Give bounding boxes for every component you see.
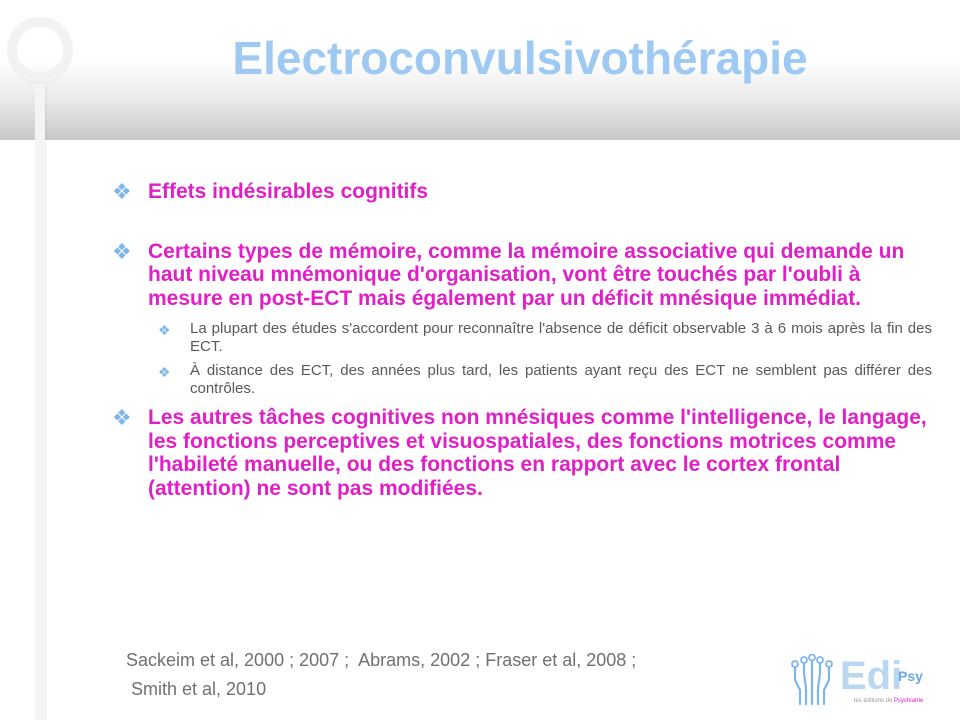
bullet-text: Les autres tâches cognitives non mnésiques comme l'intelligence, le langage, les fonctions perceptives et visuospatiales, des fonctions motrices comme l'habileté manuelle, ou des fonctions en rapport avec le cortex frontal (attention) ne sont pas modifiées. — [148, 406, 927, 500]
circuit-hand-icon — [790, 654, 838, 706]
references — [126, 646, 766, 704]
decorative-vertical-line — [35, 84, 45, 720]
bullet-text: Effets indésirables cognitifs — [148, 180, 429, 203]
diamond-bullet-icon: ❖ — [112, 405, 132, 430]
diamond-bullet-icon: ❖ — [158, 322, 171, 338]
slide-content — [112, 180, 932, 500]
logo-tagline-start: les éditions de — [854, 698, 893, 704]
diamond-bullet-icon: ❖ — [158, 364, 171, 380]
sub-bullet-item — [158, 320, 932, 356]
reference-line: Smith et al, 2010 — [126, 679, 267, 699]
bullet-text: Certains types de mémoire, comme la mémoire associative qui demande un haut niveau mnémonique d'organisation, vont être touchés par l'oubli à mesure en post-ECT mais également par un déficit mnésique immédiat. — [148, 239, 905, 310]
diamond-bullet-icon: ❖ — [112, 179, 132, 204]
sub-bullet-text: À distance des ECT, des années plus tard, les patients ayant reçu des ECT ne semblent pas différer des contrôles. — [190, 362, 932, 397]
diamond-bullet-icon: ❖ — [112, 238, 132, 264]
sub-bullet-text: La plupart des études s'accordent pour reconnaître l'absence de déficit observable 3 à 6 mois après la fin des ECT. — [190, 320, 932, 355]
slide-title: Electroconvulsivothérapie — [232, 32, 808, 84]
logo-psy-label: Psy — [898, 668, 923, 684]
logo-tagline-accent: Psychiatrie — [894, 698, 924, 704]
bullet-item — [112, 180, 932, 204]
sub-bullet-item — [158, 362, 932, 398]
edipsy-logo — [790, 652, 950, 712]
reference-line: Sackeim et al, 2000 ; 2007 ; Abrams, 2002 ; Fraser et al, 2008 ; — [126, 650, 637, 670]
logo-tagline — [854, 698, 923, 704]
bullet-item — [112, 406, 932, 500]
bullet-item — [112, 240, 932, 311]
decorative-ring-icon — [8, 18, 72, 82]
logo-wordmark: Edi — [840, 654, 903, 698]
